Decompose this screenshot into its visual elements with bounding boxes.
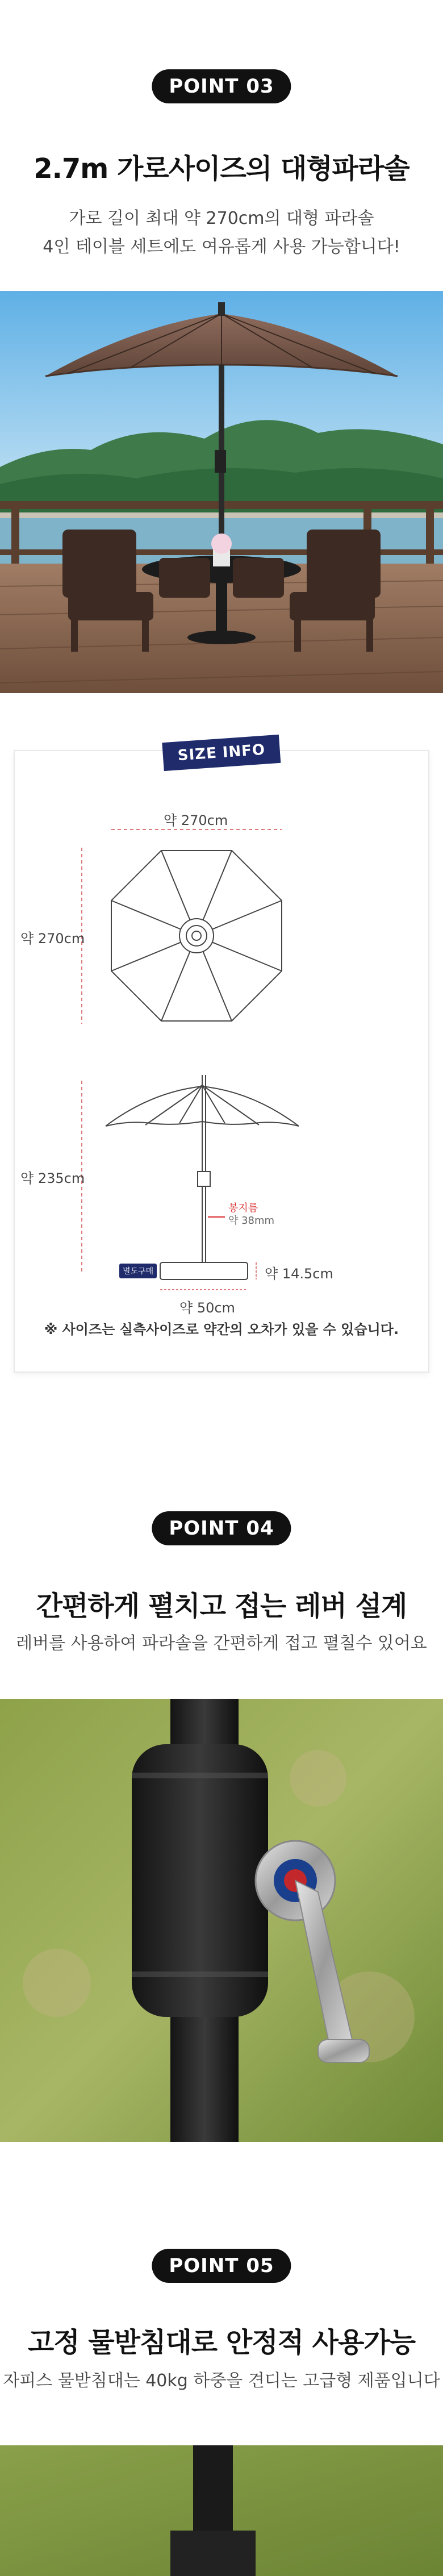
section3-desc-line2: 4인 테이블 세트에도 여유롭게 사용 가능합니다! xyxy=(43,237,400,257)
dim-left-diameter: 약 270cm xyxy=(20,931,85,947)
section5-desc: 자피스 물받침대는 40kg 하중을 견디는 고급형 제품입니다 xyxy=(3,2371,440,2391)
dim-pole-label: 봉지름 xyxy=(228,1202,258,1214)
section4-title: 간편하게 펼치고 접는 레버 설계 xyxy=(36,1590,407,1622)
point-03-badge: POINT 03 xyxy=(152,69,291,103)
lever-closeup-photo xyxy=(0,1699,443,2142)
dim-base-height: 약 14.5cm xyxy=(265,1266,333,1282)
base-stand-photo xyxy=(0,2445,443,2576)
size-diagram xyxy=(15,751,428,1372)
dim-height: 약 235cm xyxy=(20,1170,85,1186)
dim-base-width: 약 50cm xyxy=(179,1300,235,1316)
base-purchase-tag: 별도구매 xyxy=(119,1264,157,1278)
dim-pole-value: 약 38mm xyxy=(228,1215,275,1227)
dim-top-width: 약 270cm xyxy=(164,812,228,828)
section4-desc: 레버를 사용하여 파라솔을 간편하게 접고 펼칠수 있어요 xyxy=(16,1633,427,1653)
patio-parasol-photo xyxy=(0,291,443,693)
size-note: ※ 사이즈는 실측사이즈로 약간의 오차가 있을 수 있습니다. xyxy=(44,1322,399,1337)
size-info-badge: SIZE INFO xyxy=(162,735,281,771)
section3-desc-line1: 가로 길이 최대 약 270cm의 대형 파라솔 xyxy=(69,209,374,228)
size-info-card xyxy=(14,741,429,1373)
section3-title: 2.7m 가로사이즈의 대형파라솔 xyxy=(34,153,409,185)
point-04-badge: POINT 04 xyxy=(152,1511,291,1545)
point-05-badge: POINT 05 xyxy=(152,2249,291,2283)
section5-title: 고정 물받침대로 안정적 사용가능 xyxy=(27,2327,416,2358)
